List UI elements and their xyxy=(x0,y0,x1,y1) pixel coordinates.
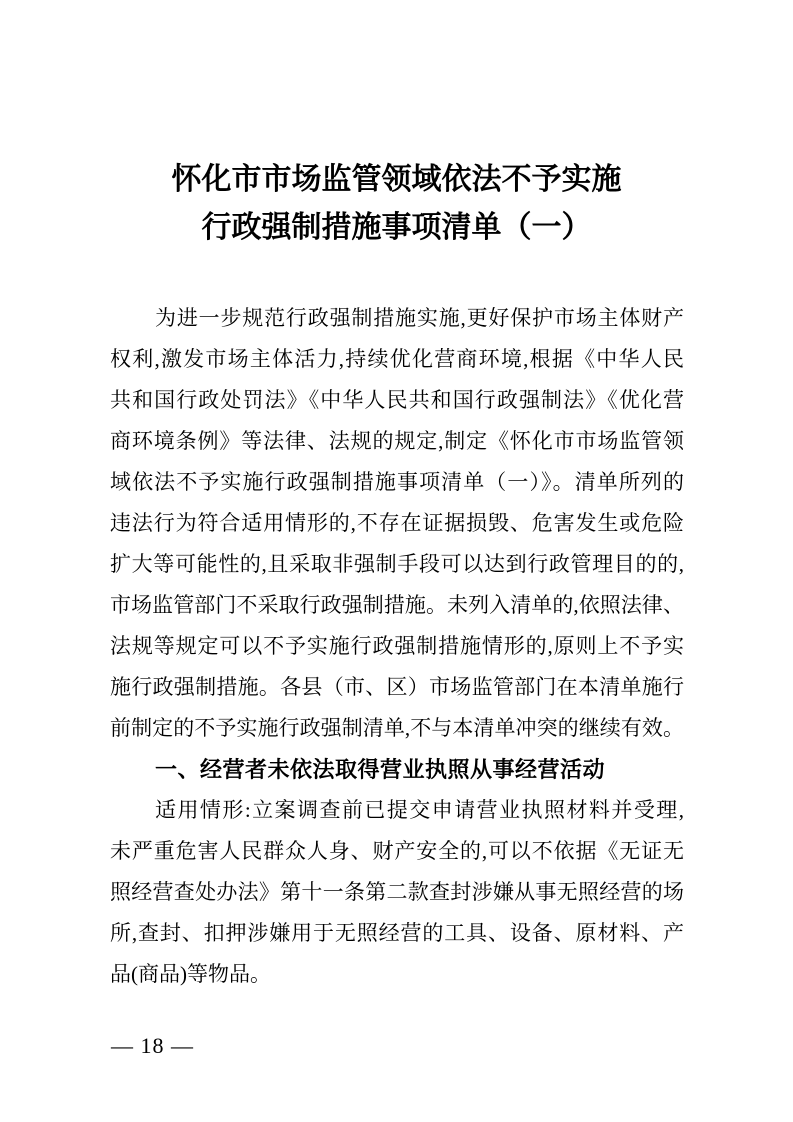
paragraph-line: 照经营查处办法》第十一条第二款查封涉嫌从事无照经营的场 xyxy=(110,880,684,904)
paragraph-line: 权利,激发市场主体活力,持续优化营商环境,根据《中华人民 xyxy=(110,347,684,371)
paragraph-line: 共和国行政处罚法》《中华人民共和国行政强制法》《优化营 xyxy=(110,388,684,412)
section-1-heading: 一、经营者未依法取得营业执照从事经营活动 xyxy=(155,757,606,782)
document-title-line-1: 怀化市市场监管领域依法不予实施 xyxy=(171,163,622,196)
document-title-line-2: 行政强制措施事项清单（一） xyxy=(201,211,592,244)
body-paragraph-2 xyxy=(110,790,684,995)
paragraph-line: 前制定的不予实施行政强制清单,不与本清单冲突的继续有效。 xyxy=(110,716,684,740)
paragraph-line: 所,查封、扣押涉嫌用于无照经营的工具、设备、原材料、产 xyxy=(110,921,684,945)
paragraph-line: 施行政强制措施。各县（市、区）市场监管部门在本清单施行 xyxy=(110,675,684,699)
paragraph-line: 法规等规定可以不予实施行政强制措施情形的,原则上不予实 xyxy=(110,634,684,658)
body-paragraph-1 xyxy=(110,298,684,749)
document-body xyxy=(110,298,684,995)
paragraph-line: 品(商品)等物品。 xyxy=(110,962,271,986)
paragraph-line: 适用情形:立案调查前已提交申请营业执照材料并受理, xyxy=(155,798,684,822)
paragraph-line: 市场监管部门不采取行政强制措施。未列入清单的,依照法律、 xyxy=(110,593,684,617)
paragraph-line: 商环境条例》等法律、法规的规定,制定《怀化市市场监管领 xyxy=(110,429,684,453)
paragraph-line: 为进一步规范行政强制措施实施,更好保护市场主体财产 xyxy=(155,306,684,330)
document-title xyxy=(0,156,793,252)
paragraph-line: 域依法不予实施行政强制措施事项清单（一）》。清单所列的 xyxy=(110,470,684,494)
paragraph-line: 未严重危害人民群众人身、财产安全的,可以不依据《无证无 xyxy=(110,839,684,863)
paragraph-line: 扩大等可能性的,且采取非强制手段可以达到行政管理目的的, xyxy=(110,552,684,576)
page-number: — 18 — xyxy=(111,1033,194,1058)
paragraph-line: 违法行为符合适用情形的,不存在证据损毁、危害发生或危险 xyxy=(110,511,684,535)
